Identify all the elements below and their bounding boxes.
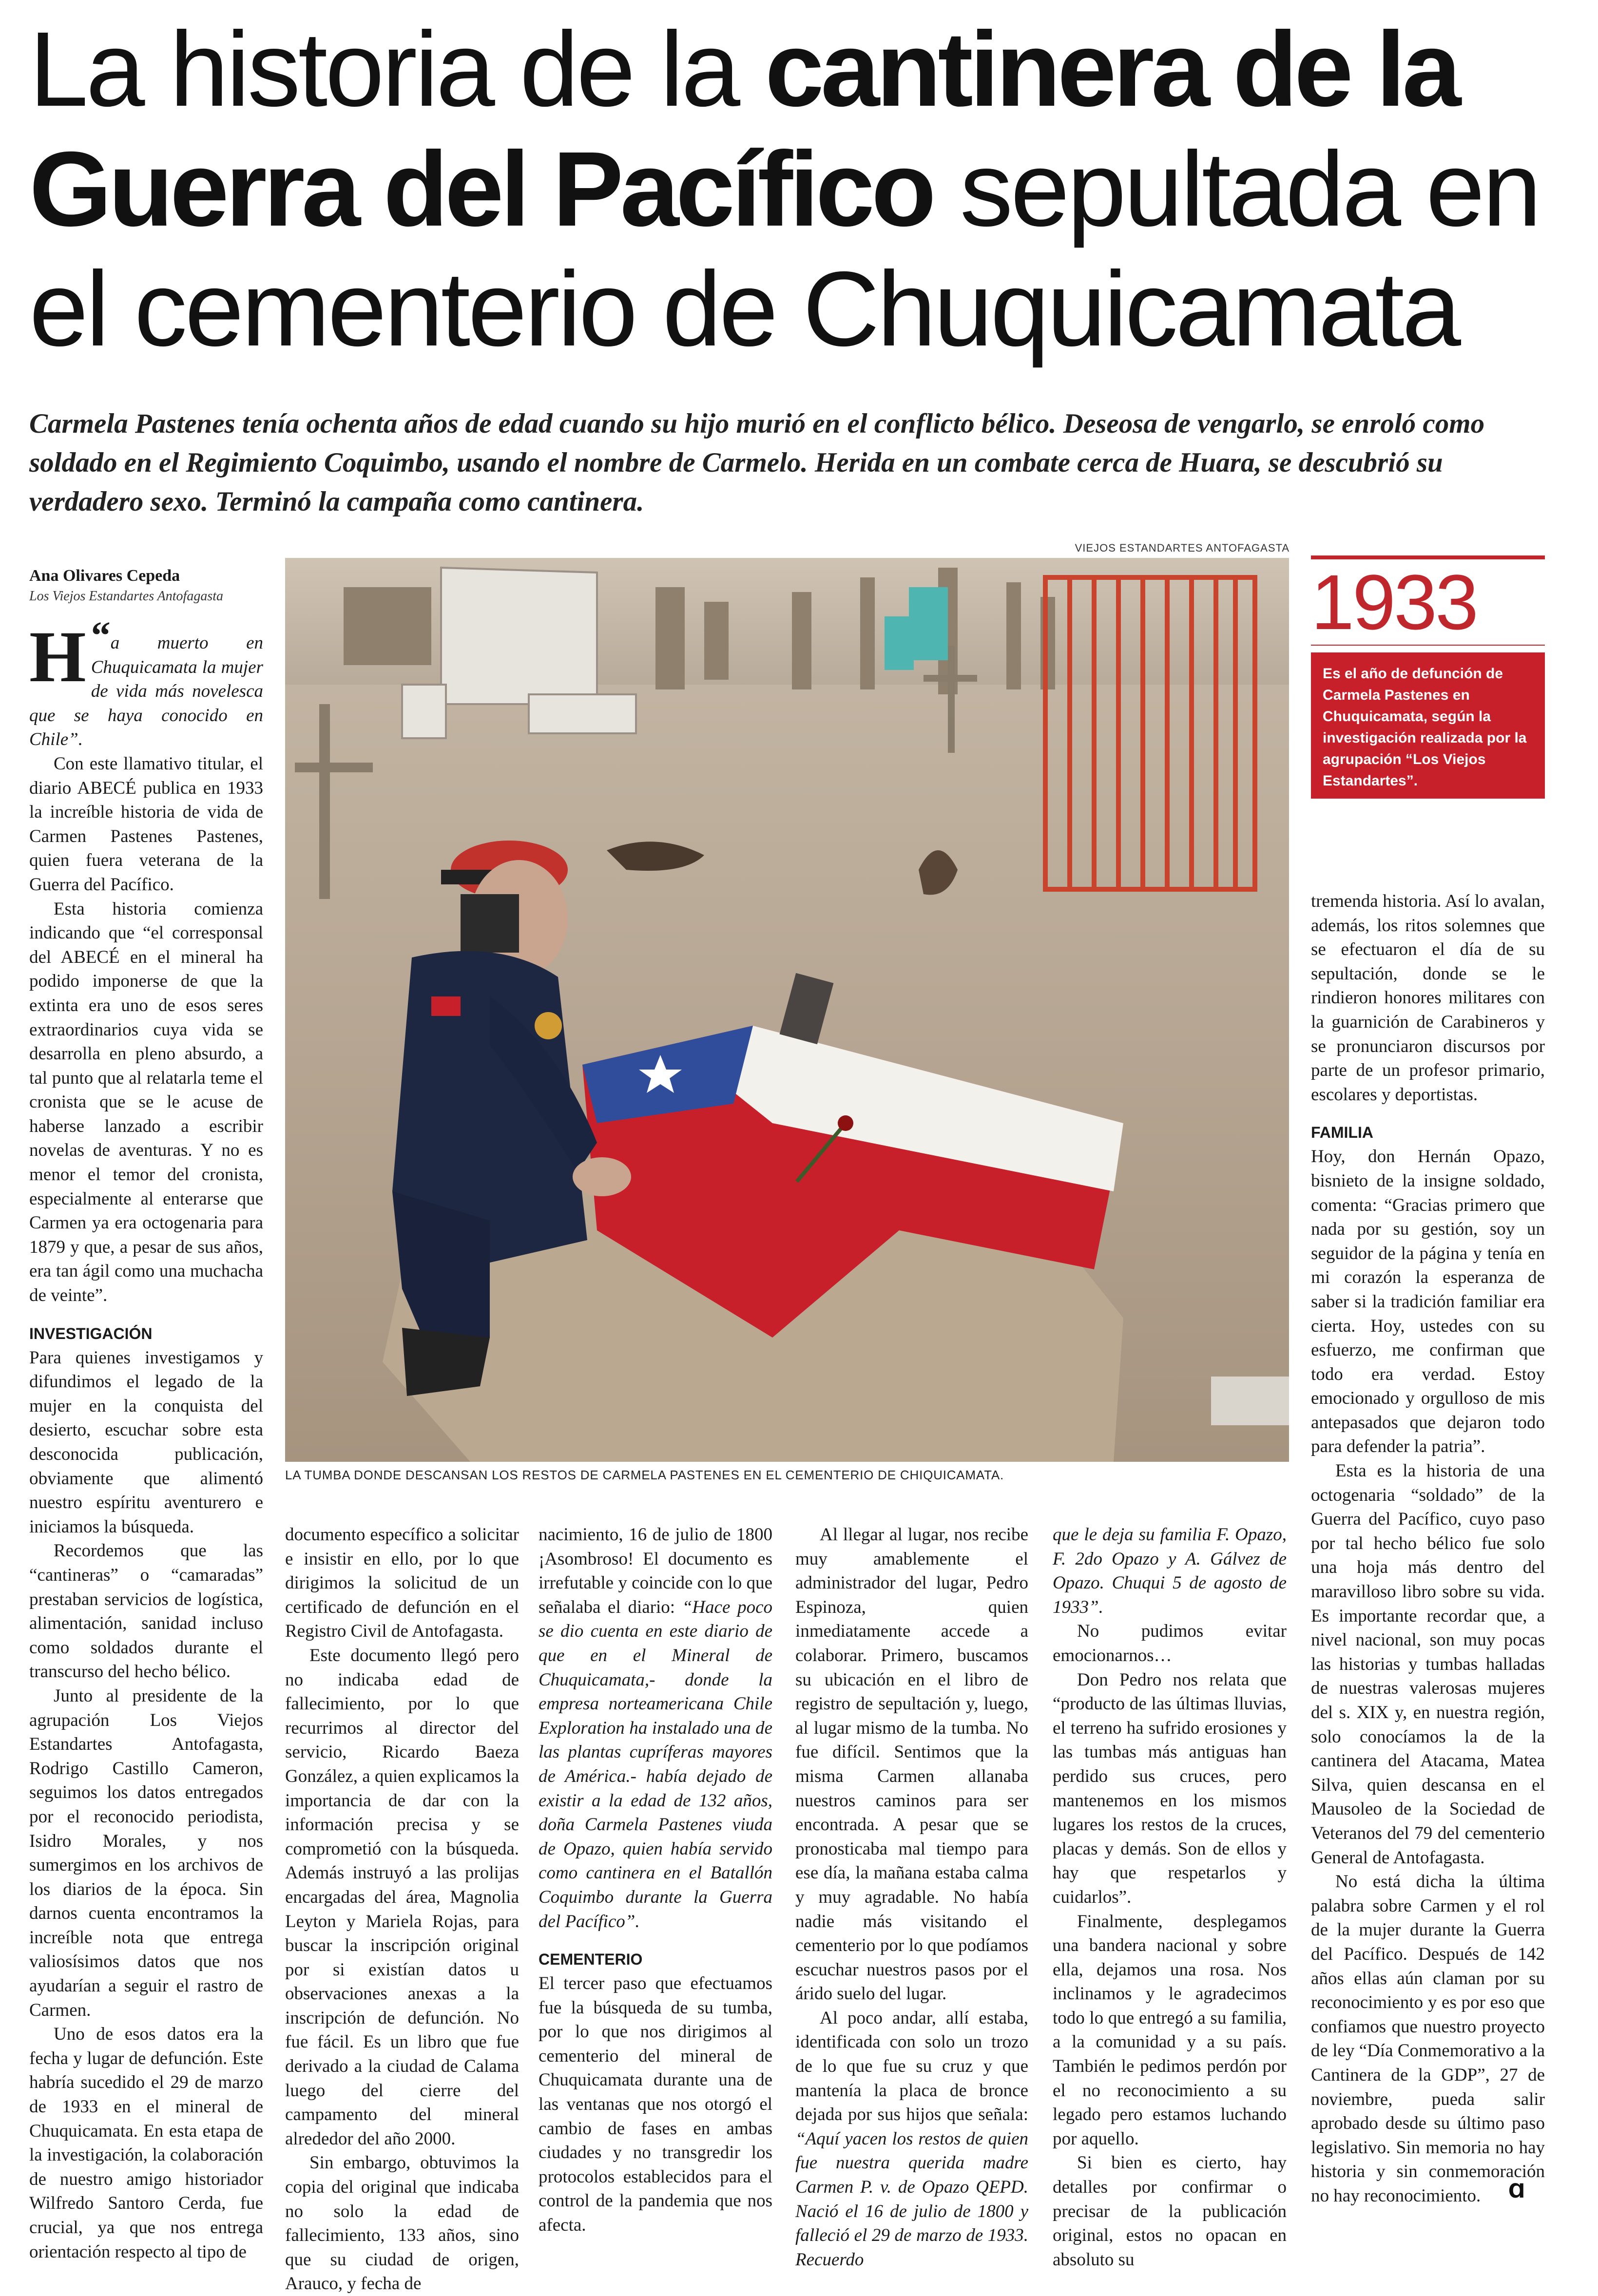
plaque-quote-continued: que le deja su familia F. Opazo, F. 2do Opazo y A. Gálvez de Opazo. Chuqui 5 de agosto de 1933”. — [1053, 1525, 1287, 1617]
body-paragraph: Sin embargo, obtuvimos la copia del original que indicaba no solo la edad de fallecimiento, 133 años, sino que su ciudad de origen, Arauco, y fecha de — [285, 2153, 519, 2294]
photo-illustration — [285, 558, 1289, 1462]
body-paragraph: No pudimos evitar emocionarnos… — [1053, 1621, 1287, 1665]
subheading-familia: FAMILIA — [1311, 1124, 1373, 1142]
headline — [29, 10, 1579, 369]
quote-mark: “ — [91, 614, 111, 657]
body-paragraph: Hoy, don Hernán Opazo, bisnieto de la insigne soldado, comenta: “Gracias primero que nada por su gestión, soy un seguidor de la página y tenía en mi corazón la esperanza de saber si la tradición familiar era cierta. Hoy, ustedes con su esfuerzo, me confirman que todo era verdad. Estoy emocionado y orgulloso de mis antepasados que dejaron todo para defender la patria”. — [1311, 1147, 1545, 1457]
cemetery-photo — [285, 558, 1289, 1462]
body-paragraph: Uno de esos datos era la fecha y lugar de defunción. Este habría sucedido el 29 de marzo de 1933 en el mineral de Chuquicamata. En esta etapa de la investigación, la colaboración de nuestro amigo historiador Wilfredo Santoro Cerda, fue crucial, ya que nos entrega orientación respecto al tipo de — [29, 2024, 263, 2262]
byline-org: Los Viejos Estandartes Antofagasta — [29, 589, 223, 604]
body-paragraph: No está dicha la última palabra sobre Carmen y el rol de la mujer durante la Guerra del Pacífico. Después de 142 años ellas aún claman por su reconocimiento y es por eso que confiamos que nuestro proyecto de ley “Día Conmemorativo a la Cantinera de la GDP”, 27 de noviembre, pueda salir aprobado desde su último paso legislativo. Sin memoria no hay historia y sin conmemoración no hay reconocimiento. — [1311, 1872, 1545, 2206]
headline-part-3: sepultada en el cementerio de Chuquicamata — [29, 130, 1540, 368]
drop-cap: H — [29, 616, 86, 697]
body-text: nacimiento, 16 de julio de 1800 ¡Asombroso! El documento es irrefutable y coincide con lo que señalaba el diario: — [539, 1525, 772, 1617]
fact-box — [1311, 555, 1545, 814]
lead-paragraph: Carmela Pastenes tenía ochenta años de edad cuando su hijo murió en el conflicto bélico. Deseosa de vengarlo, se enroló como soldado en el Regimiento Coquimbo, usando el nombre de Carmelo. Herida en un combate cerca de Huara, se descubrió su verdadero sexo. Terminó la campaña como cantinera. — [29, 408, 1485, 517]
body-paragraph — [539, 1523, 772, 1933]
subheading-cementerio: CEMENTERIO — [539, 1951, 643, 1969]
column-6 — [1311, 889, 1545, 2208]
fact-number: 1933 — [1311, 555, 1545, 646]
body-paragraph: tremenda historia. Así lo avalan, además, los ritos solemnes que se efectuaron el día de su sepultación, donde se le rindieron honores militares con la guarnición de Carabineros y se pronunciaron discursos por parte de un profesor primario, escolares y deportistas. — [1311, 891, 1545, 1105]
end-mark-icon: Ɑ — [1508, 2180, 1525, 2202]
byline — [29, 565, 263, 606]
headline-part-1: La historia de la — [29, 10, 765, 129]
column-3 — [539, 1523, 772, 2238]
body-paragraph: Esta es la historia de una octogenaria “soldado” de la Guerra del Pacífico, cuyo paso por tal hecho bélico fue solo una hoja más dentro del maravilloso libro sobre su vida. Es importante recordar que, a nivel nacional, son muy pocas las historias y tumbas halladas de nuestras valerosas mujeres del s. XIX y, en nuestra región, solo conocíamos la de la cantinera del Atacama, Matea Silva, quien descansa en el Mausoleo de la Sociedad de Veteranos del 79 del cementerio General de Antofagasta. — [1311, 1461, 1545, 1868]
byline-author: Ana Olivares Cepeda — [29, 567, 180, 585]
column-2 — [285, 1523, 519, 2296]
column-4 — [795, 1523, 1028, 2272]
column-5 — [1053, 1523, 1287, 2272]
photo-credit: VIEJOS ESTANDARTES ANTOFAGASTA — [1075, 542, 1290, 554]
headline-part-2: cantinera de la Guerra del Pacífico — [29, 10, 1458, 249]
body-paragraph: Junto al presidente de la agrupación Los Viejos Estandartes Antofagasta, Rodrigo Castillo Cameron, seguimos los datos entregados por el reconocido periodista, Isidro Morales, y nos sumergimos en los archivos de los diarios de la época. Sin darnos cuenta encontramos la increíble nota que entrega valiosísimos datos que nos ayudarían a seguir el rastro de Carmen. — [29, 1685, 263, 2020]
body-paragraph: Con este llamativo titular, el diario ABECÉ publica en 1933 la increíble historia de vida de Carmen Pastenes Pastenes, quien fuera veterana de la Guerra del Pacífico. — [29, 753, 263, 895]
newspaper-quote: “Hace poco se dio cuenta en este diario de que en el Mineral de Chuquicamata,- donde la empresa norteamericana Chile Exploration ha instalado una de las plantas cupríferas mayores de América.- había dejado de existir a la edad de 132 años, doña Carmela Pastenes viuda de Opazo, quien había servido como cantinera en el Batallón Coquimbo durante la Guerra del Pacífico”. — [539, 1597, 772, 1932]
body-paragraph: Si bien es cierto, hay detalles por confirmar o precisar de la publicación original, estos no opacan en absoluto su — [1053, 2153, 1287, 2270]
body-paragraph: Finalmente, desplegamos una bandera nacional y sobre ella, dejamos una rosa. Nos inclinamos y le agradecimos todo lo que entregó a su familia, a la comunidad y a su país. También le pedimos perdón por el no reconocimiento a su legado pero estamos luchando por aquello. — [1053, 1911, 1287, 2149]
photo-caption: LA TUMBA DONDE DESCANSAN LOS RESTOS DE CARMELA PASTENES EN EL CEMENTERIO DE CHIQUICAMATA. — [285, 1468, 1004, 1482]
fact-text: Es el año de defunción de Carmela Pastenes en Chuquicamata, según la investigación realizada por la agrupación “Los Viejos Estandartes”. — [1311, 652, 1545, 799]
body-text: Al poco andar, allí estaba, identificada con solo un trozo de lo que fue su cruz y que mantenía la placa de bronce dejada por sus hijos que señala: — [795, 2008, 1028, 2125]
body-paragraph: El tercer paso que efectuamos fue la búsqueda de su tumba, por lo que nos dirigimos al cementerio del mineral de Chuquicamata durante una de las ventanas que nos otorgó el cambio de fases en ambas ciudades y no transgredir los protocolos establecidos para el control de la pandemia que nos afecta. — [539, 1973, 772, 2236]
subheading-investigacion: INVESTIGACIÓN — [29, 1324, 153, 1342]
body-paragraph: Esta historia comienza indicando que “el corresponsal del ABECÉ en el mineral ha podido imponerse de que la extinta era uno de esos seres extraordinarios cuya vida se desarrolla en pleno absurdo, a tal punto que al relatarla teme el cronista que se le acuse de haberse lanzado a escribir novelas de aventuras. Y no es menor el temor del cronista, especialmente al enterarse que Carmen ya era octogenaria para 1879 y que, a pesar de sus años, era tan ágil como una muchacha de veinte”. — [29, 899, 263, 1306]
body-paragraph: Don Pedro nos relata que “producto de las últimas lluvias, el terreno ha sufrido erosiones y las tumbas más antiguas han perdido sus cruces, pero mantenemos en los mismos lugares los restos de la cruces, placas y demás. Son de ellos y hay que respetarlos y cuidarlos”. — [1053, 1669, 1287, 1907]
body-paragraph — [795, 2006, 1028, 2272]
body-paragraph: Para quienes investigamos y difundimos el legado de la mujer en la conquista del desierto, escuchar sobre esta desconocida publicación, obviamente que alimentó nuestro espíritu aventurero e iniciamos la búsqueda. — [29, 1347, 263, 1537]
body-paragraph: documento específico a solicitar e insistir en ello, por lo que dirigimos la solicitud de un certificado de defunción en el Registro Civil de Antofagasta. — [285, 1525, 519, 1642]
plaque-quote: “Aquí yacen los restos de quien fue nuestra querida madre Carmen P. v. de Opazo QEPD. Nació el 16 de julio de 1800 y falleció el 29 de marzo de 1933. Recuerdo — [795, 2128, 1028, 2270]
body-paragraph: Este documento llegó pero no indicaba edad de fallecimiento, por lo que recurrimos al director del servicio, Ricardo Baeza González, a quien explicamos la importancia de dar con la información precisa y se comprometió con la búsqueda. Además instruyó a las prolijas encargadas del área, Magnolia Leyton y Mariela Rojas, para buscar la inscripción original por si existían datos u observaciones anexas a la inscripción de defunción. No fue fácil. Es un libro que fue derivado a la ciudad de Calama luego del cierre del campamento del mineral alrededor del año 2000. — [285, 1645, 519, 2149]
body-paragraph: Recordemos que las “cantineras” o “camaradas” prestaban servicios de logística, alimentación, sanidad incluso como soldados durante el transcurso del hecho bélico. — [29, 1541, 263, 1682]
opening-quote — [29, 614, 263, 752]
opening-quote-text: a muerto en Chuquicamata la mujer de vida más novelesca que se haya conocido en Chile”. — [29, 633, 263, 750]
body-paragraph: Al llegar al lugar, nos recibe muy amablemente el administrador del lugar, Pedro Espinoza, quien inmediatamente accede a colaborar. Primero, buscamos su ubicación en el libro de registro de sepultación y, luego, al lugar mismo de la tumba. No fue difícil. Sentimos que la misma Carmen allanaba nuestros caminos para ser encontrada. A pesar que se pronosticaba mal tiempo para ese día, la mañana estaba calma y muy agradable. No había nadie más visitando el cementerio por lo que podíamos escuchar nuestros pasos por el árido suelo del lugar. — [795, 1525, 1028, 2004]
column-1 — [29, 614, 263, 2264]
